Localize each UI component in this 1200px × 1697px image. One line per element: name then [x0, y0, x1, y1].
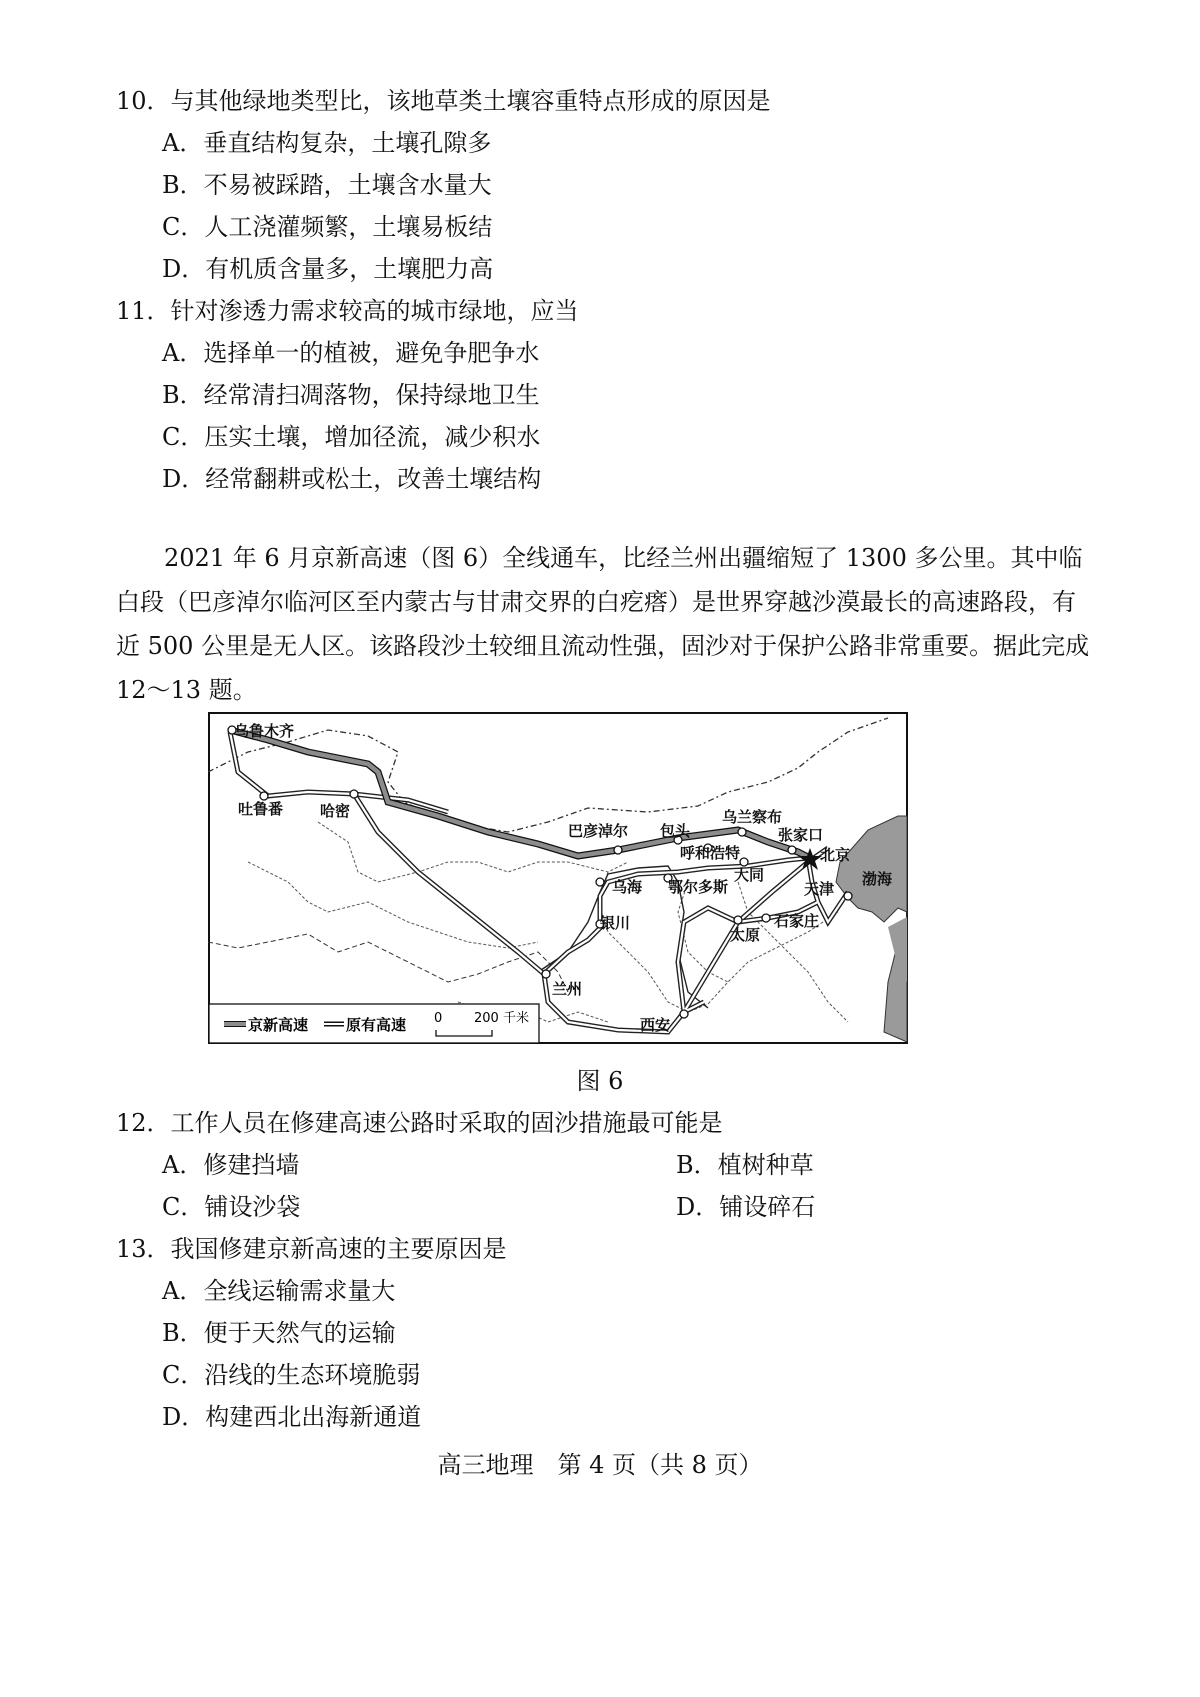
passage: 2021 年 6 月京新高速（图 6）全线通车，比经兰州出疆缩短了 1300 多公里。其中临白段（巴彦淖尔临河区至内蒙古与甘肃交界的白疙瘩）是世界穿越沙漠最长的高速路段，有近 500 公里是无人区。该路段沙土较细且流动性强，固沙对于保护公路非常重要。据此完成 12～13 题。	[116, 544, 1090, 704]
q11-stem: 11．针对渗透力需求较高的城市绿地，应当	[116, 297, 579, 325]
q12-option-a: A．修建挡墙	[162, 1151, 300, 1179]
legend-old-highway: 原有高速	[346, 1016, 407, 1034]
q10-stem: 10．与其他绿地类型比，该地草类土壤容重特点形成的原因是	[116, 87, 771, 115]
q13-option-c: C．沿线的生态环境脆弱	[162, 1361, 421, 1389]
q10-option-a: A．垂直结构复杂，土壤孔隙多	[162, 129, 492, 157]
page-footer: 高三地理 第 4 页（共 8 页）	[437, 1451, 763, 1479]
label-baotou: 包头	[660, 822, 691, 840]
q13-stem: 13．我国修建京新高速的主要原因是	[116, 1235, 507, 1263]
label-taiyuan: 太原	[730, 926, 761, 944]
q13-option-d: D．构建西北出海新通道	[162, 1403, 422, 1431]
label-xian: 西安	[640, 1016, 671, 1034]
q12-stem: 12．工作人员在修建高速公路时采取的固沙措施最可能是	[116, 1109, 723, 1137]
label-bohai: 渤海	[862, 870, 893, 888]
label-datong: 大同	[734, 866, 765, 884]
legend-new-highway: 京新高速	[248, 1016, 309, 1034]
label-yinchuan: 银川	[600, 914, 631, 932]
label-lanzhou: 兰州	[552, 980, 583, 998]
q13-option-b: B．便于天然气的运输	[162, 1319, 396, 1347]
scale-zero: 0	[434, 1011, 443, 1026]
q11-option-c: C．压实土壤，增加径流，减少积水	[162, 423, 541, 451]
q10-option-b: B．不易被踩踏，土壤含水量大	[162, 171, 492, 199]
label-wuhai: 乌海	[612, 878, 643, 896]
label-bayannur: 巴彦淖尔	[568, 822, 629, 840]
q11-option-d: D．经常翻耕或松土，改善土壤结构	[162, 465, 542, 493]
label-ulanqab: 乌兰察布	[722, 808, 783, 826]
q12-option-d: D．铺设碎石	[676, 1193, 816, 1221]
scale-value: 200 千米	[474, 1011, 529, 1026]
label-shijiazhuang: 石家庄	[774, 912, 820, 930]
label-zhangjiakou: 张家口	[778, 826, 824, 844]
label-tianjin: 天津	[804, 880, 835, 898]
q10-option-d: D．有机质含量多，土壤肥力高	[162, 255, 494, 283]
label-ordos: 鄂尔多斯	[668, 878, 729, 896]
label-hohhot: 呼和浩特	[680, 844, 741, 862]
map-legend	[209, 1004, 539, 1043]
figure-caption: 图 6	[576, 1067, 624, 1095]
q10-option-c: C．人工浇灌频繁，土壤易板结	[162, 213, 493, 241]
label-urumqi: 乌鲁木齐	[234, 722, 295, 740]
q12-option-c: C．铺设沙袋	[162, 1193, 301, 1221]
q13-option-a: A．全线运输需求量大	[162, 1277, 396, 1305]
label-beijing: 北京	[820, 846, 851, 864]
q11-option-b: B．经常清扫凋落物，保持绿地卫生	[162, 381, 540, 409]
q12-option-b: B．植树种草	[676, 1151, 814, 1179]
label-hami: 哈密	[320, 802, 351, 820]
highway-map	[208, 712, 908, 1044]
label-turpan: 吐鲁番	[238, 800, 284, 818]
q11-option-a: A．选择单一的植被，避免争肥争水	[162, 339, 540, 367]
